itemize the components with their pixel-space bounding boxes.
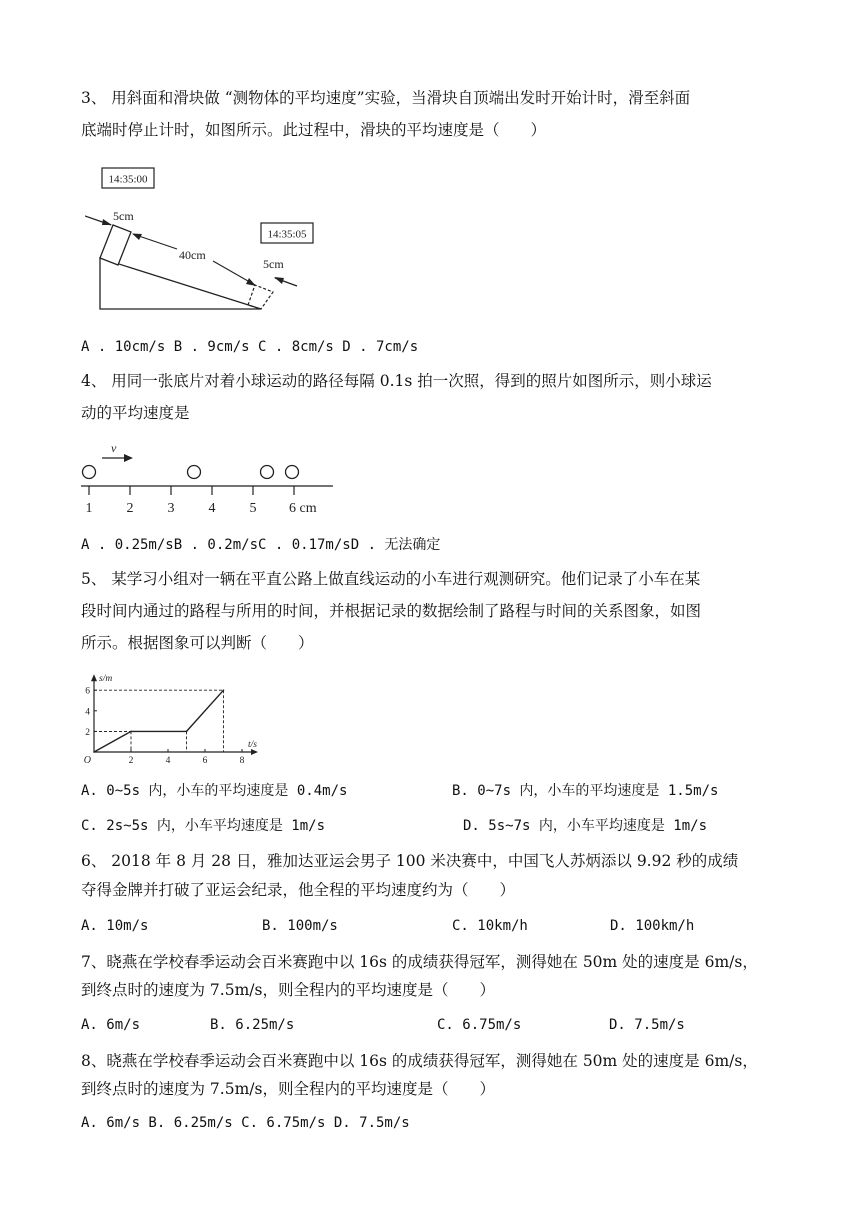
q5-option-a: A. 0~5s 内，小车的平均速度是 0.4m/s [81, 783, 348, 799]
ball-position [83, 466, 96, 479]
q6-text-line1: 6、 2018 年 8 月 28 日，雅加达亚运会男子 100 米决赛中，中国飞人苏炳添以 9.92 秒的成绩 [81, 852, 739, 870]
incline-ramp [100, 258, 261, 309]
q7-text-line2: 到终点时的速度为 7.5m/s，则全程内的平均速度是（ ） [81, 981, 495, 999]
ball-position [286, 466, 299, 479]
q6-option-d: D. 100km/h [610, 918, 695, 934]
bottom-block-length: 5cm [263, 257, 284, 271]
y-axis-label: s/m [99, 674, 113, 685]
series-line [94, 690, 224, 752]
q5-option-b: B. 0~7s 内，小车的平均速度是 1.5m/s [452, 783, 719, 799]
incline-figure [85, 158, 325, 318]
slider-block-top [100, 225, 131, 265]
q6-option-a: A. 10m/s [81, 918, 149, 934]
x-tick-label: 4 [165, 756, 171, 766]
q8-options: A. 6m/s B. 6.25m/s C. 6.75m/s D. 7.5m/s [81, 1115, 410, 1131]
x-tick-label: 2 [128, 756, 134, 766]
data-point [223, 689, 225, 691]
q6-option-b: B. 100m/s [262, 918, 338, 934]
q5-text-line3: 所示。根据图象可以判断（ ） [81, 634, 314, 652]
q3-options: A . 10cm/s B . 9cm/s C . 8cm/s D . 7cm/s [81, 339, 419, 355]
q8-text-line1: 8、晓燕在学校春季运动会百米赛跑中以 16s 的成绩获得冠军，测得她在 50m 处的速度是 6m/s， [81, 1052, 758, 1070]
y-tick-label: 4 [85, 707, 90, 718]
q7-option-c: C. 6.75m/s [437, 1017, 522, 1033]
q6-option-c: C. 10km/h [452, 918, 528, 934]
x-axis-label: t/s [248, 740, 257, 750]
q4-text-line1: 4、 用同一张底片对着小球运动的路径每隔 0.1s 拍一次照，得到的照片如图所示，则小球运 [81, 372, 712, 390]
x-tick-label: 8 [239, 756, 245, 766]
x-tick-label: 6 [202, 756, 208, 766]
ball-position [261, 466, 274, 479]
q7-option-b: B. 6.25m/s [210, 1017, 295, 1033]
q7-option-d: D. 7.5m/s [609, 1017, 685, 1033]
q5-option-d: D. 5s~7s 内，小车平均速度是 1m/s [463, 818, 708, 834]
ball-photo-figure [75, 438, 345, 520]
velocity-label: v [111, 441, 117, 455]
q3-text-line2: 底端时停止计时，如图所示。此过程中，滑块的平均速度是（ ） [81, 121, 547, 139]
ruler-tick-label: 4 [208, 501, 216, 516]
ruler-tick-label: 2 [126, 501, 134, 516]
q7-text-line1: 7、晓燕在学校春季运动会百米赛跑中以 16s 的成绩获得冠军，测得她在 50m 处的速度是 6m/s， [81, 953, 758, 971]
q5-text-line1: 5、 某学习小组对一辆在平直公路上做直线运动的小车进行观测研究。他们记录了小车在某 [81, 570, 701, 588]
q6-text-line2: 夺得金牌并打破了亚运会纪录，他全程的平均速度约为（ ） [81, 881, 516, 899]
ruler-tick-label: 6 cm [289, 501, 317, 516]
q4-options: A . 0.25m/sB . 0.2m/sC . 0.17m/sD . 无法确定 [81, 537, 441, 553]
q5-option-c: C. 2s~5s 内，小车平均速度是 1m/s [81, 818, 326, 834]
start-time-label: 14:35:00 [108, 173, 148, 186]
q8-text-line2: 到终点时的速度为 7.5m/s，则全程内的平均速度是（ ） [81, 1080, 495, 1098]
end-time-label: 14:35:05 [267, 228, 307, 241]
distance-label: 40cm [179, 248, 206, 262]
data-point [130, 731, 132, 733]
q3-text-line1: 3、 用斜面和滑块做 “测物体的平均速度”实验，当滑块自顶端出发时开始计时，滑至斜面 [81, 89, 691, 107]
q4-text-line2: 动的平均速度是 [81, 404, 190, 422]
distance-time-chart [78, 664, 278, 768]
y-tick-label: 6 [85, 686, 90, 697]
y-axis-arrow [91, 674, 97, 681]
origin-label: O [83, 755, 91, 766]
ruler-tick-label: 3 [167, 501, 175, 516]
q5-text-line2: 段时间内通过的路程与所用的时间，并根据记录的数据绘制了路程与时间的关系图象，如图 [81, 602, 702, 620]
ball-position [188, 466, 201, 479]
top-block-length: 5cm [113, 209, 134, 223]
data-point [93, 751, 95, 753]
y-tick-label: 2 [85, 727, 90, 738]
ruler-tick-label: 5 [249, 501, 257, 516]
q7-option-a: A. 6m/s [81, 1017, 141, 1033]
data-point [186, 731, 188, 733]
ruler-tick-label: 1 [85, 501, 93, 516]
